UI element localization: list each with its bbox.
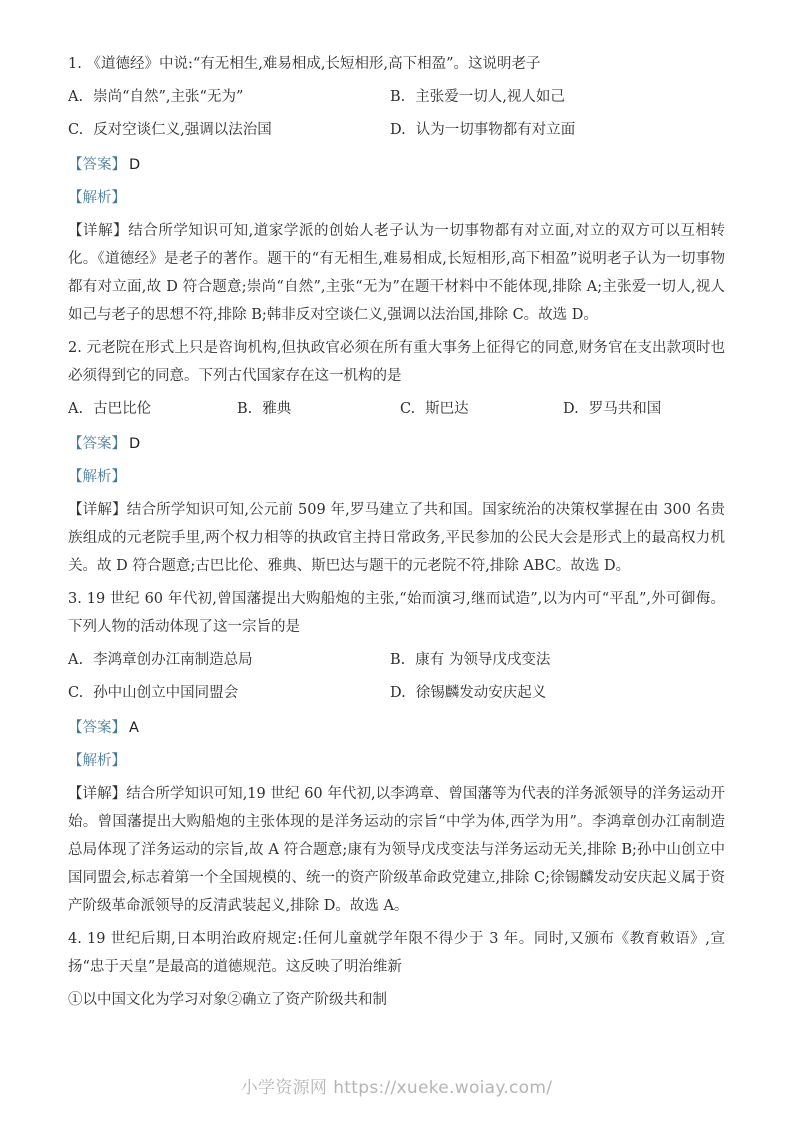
option-text: 斯巴达	[425, 401, 469, 417]
question-1-options	[68, 83, 725, 144]
detail-label: 【详解】	[68, 786, 127, 802]
question-2-option-b	[237, 395, 400, 423]
option-key: A.	[68, 401, 84, 417]
option-text: 康有 为领导戊戌变法	[415, 652, 551, 668]
option-key: C.	[68, 685, 84, 701]
question-2-analysis-line	[68, 463, 725, 491]
question-2-answer-line	[68, 430, 725, 458]
analysis-label: 【解析】	[68, 469, 126, 485]
question-2-detail	[68, 496, 725, 580]
question-3-analysis-line	[68, 747, 725, 775]
question-1-option-c	[68, 116, 390, 144]
answer-value: D	[129, 157, 141, 173]
question-3-option-a	[68, 646, 390, 674]
question-2-option-d	[563, 395, 725, 423]
question-3-option-d	[390, 679, 725, 707]
detail-text: 结合所学知识可知,19 世纪 60 年代初,以李鸿章、曾国藩等为代表的洋务派领导的洋务运动开始。曾国藩提出大购船炮的主张体现的是洋务运动的宗旨“中学为体,西学为用”。李鸿章创办江南制造总局体现了洋务运动的宗旨,故 A 符合题意;康有为领导戊戌变法与洋务运动无关,排除 B;孙中山创立中国同盟会,标志着第一个全国规模的、统一的资产阶级革命政党建立,排除 C;徐锡麟发动安庆起义属于资产阶级革命派领导的反清武装起义,排除 D。故选 A。	[68, 786, 725, 914]
option-text: 古巴比伦	[93, 401, 152, 417]
question-1-detail	[68, 217, 725, 329]
footer-url: https://xueke.woiay.com/	[333, 1078, 553, 1098]
question-2-option-c	[400, 395, 563, 423]
question-2-stem: 2. 元老院在形式上只是咨询机构,但执政官必须在所有重大事务上征得它的同意,财务官在支出款项时也必须得到它的同意。下列古代国家存在这一机构的是	[68, 340, 725, 384]
question-1-option-a	[68, 83, 390, 111]
option-key: D.	[563, 401, 579, 417]
question-4	[68, 925, 725, 1014]
answer-label: 【答案】	[68, 157, 126, 173]
question-3-options	[68, 646, 725, 707]
option-text: 反对空谈仁义,强调以法治国	[93, 122, 272, 138]
option-text: 罗马共和国	[588, 401, 662, 417]
option-key: D.	[390, 685, 406, 701]
option-text: 主张爱一切人,视人如己	[415, 89, 565, 105]
watermark-footer	[0, 1073, 793, 1098]
question-1-stem: 1. 《道德经》中说:“有无相生,难易相成,长短相形,高下相盈”。这说明老子	[68, 56, 541, 72]
question-3-stem: 3. 19 世纪 60 年代初,曾国藩提出大购船炮的主张,“始而演习,继而试造”,以为内可“平乱”,外可御侮。下列人物的活动体现了这一宗旨的是	[68, 591, 725, 635]
question-3-answer-line	[68, 714, 725, 742]
question-4-stem: 4. 19 世纪后期,日本明治政府规定:任何儿童就学年限不得少于 3 年。同时,又颁布《教育敕语》,宣扬“忠于天皇”是最高的道德规范。这反映了明治维新	[68, 931, 725, 975]
answer-label: 【答案】	[68, 436, 126, 452]
option-key: A.	[68, 652, 84, 668]
option-key: D.	[390, 122, 406, 138]
answer-value: D	[129, 436, 141, 452]
question-1-analysis-line	[68, 184, 725, 212]
analysis-label: 【解析】	[68, 190, 126, 206]
detail-text: 结合所学知识可知,道家学派的创始人老子认为一切事物都有对立面,对立的双方可以互相转化。《道德经》是老子的著作。题干的“有无相生,难易相成,长短相形,高下相盈”说明老子认为一切事物都有对立面,故 D 符合题意;崇尚“自然”,主张“无为”在题干材料中不能体现,排除 A;主张爱一切人,视人如己与老子的思想不符,排除 B;韩非反对空谈仁义,强调以法治国,排除 C。故选 D。	[68, 223, 726, 323]
question-1-option-b	[390, 83, 725, 111]
detail-label: 【详解】	[68, 223, 129, 239]
question-3-option-c	[68, 679, 390, 707]
option-text: 雅典	[262, 401, 292, 417]
option-text: 认为一切事物都有对立面	[415, 122, 576, 138]
option-key: C.	[400, 401, 416, 417]
question-4-subitems: ①以中国文化为学习对象②确立了资产阶级共和制	[68, 992, 387, 1008]
question-2-options	[68, 395, 725, 423]
question-1	[68, 50, 725, 329]
detail-label: 【详解】	[68, 502, 127, 518]
question-3	[68, 585, 725, 920]
question-1-answer-line	[68, 151, 725, 179]
question-3-detail	[68, 780, 725, 920]
option-text: 崇尚“自然”,主张“无为”	[93, 89, 244, 105]
footer-site-name: 小学资源网	[240, 1078, 328, 1098]
question-3-option-b	[390, 646, 725, 674]
question-2-option-a	[68, 395, 237, 423]
answer-value: A	[129, 720, 139, 736]
option-key: C.	[68, 122, 84, 138]
option-key: B.	[390, 89, 406, 105]
option-key: A.	[68, 89, 84, 105]
option-text: 孙中山创立中国同盟会	[93, 685, 239, 701]
detail-text: 结合所学知识可知,公元前 509 年,罗马建立了共和国。国家统治的决策权掌握在由 300 名贵族组成的元老院手里,两个权力相等的执政官主持日常政务,平民参加的公民大会是形式上的最高权力机关。故 D 符合题意;古巴比伦、雅典、斯巴达与题干的元老院不符,排除 ABC。故选 D。	[68, 502, 725, 574]
question-2	[68, 334, 725, 580]
question-1-option-d	[390, 116, 725, 144]
analysis-label: 【解析】	[68, 753, 126, 769]
option-text: 徐锡麟发动安庆起义	[415, 685, 547, 701]
option-key: B.	[390, 652, 406, 668]
option-key: B.	[237, 401, 253, 417]
option-text: 李鸿章创办江南制造总局	[93, 652, 253, 668]
answer-label: 【答案】	[68, 720, 126, 736]
